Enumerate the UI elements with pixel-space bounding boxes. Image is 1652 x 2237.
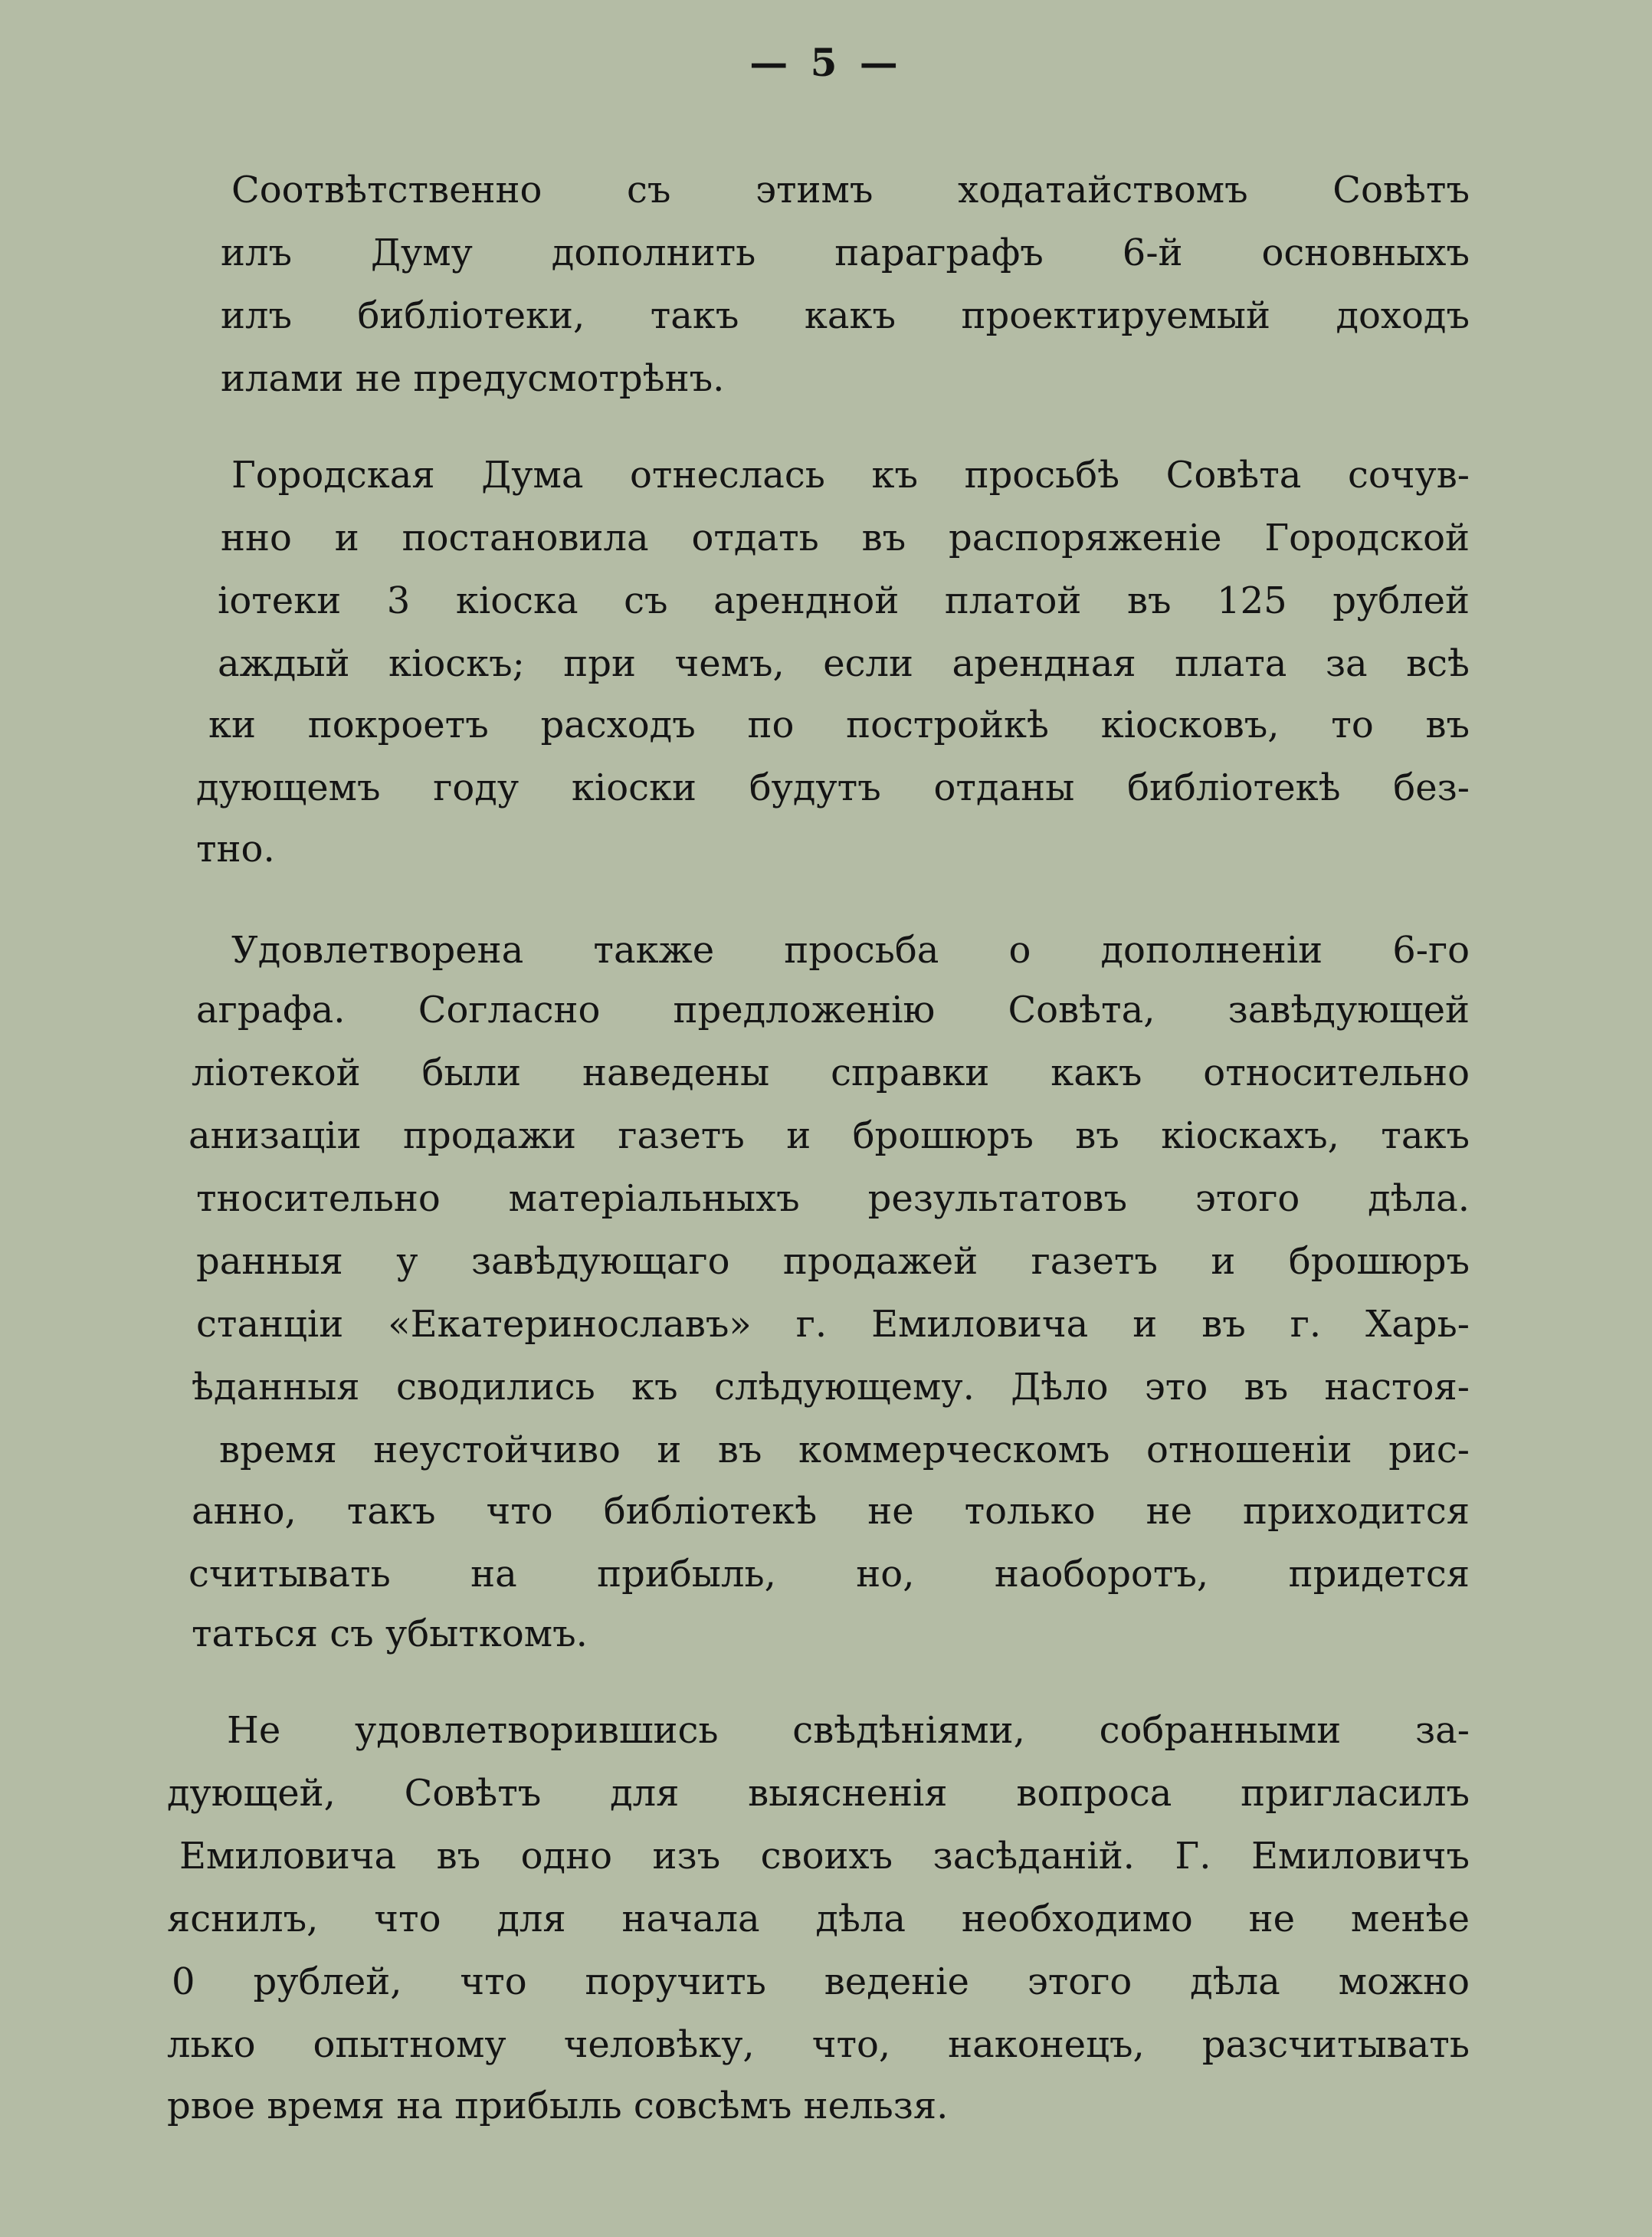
text-line: 0 рублей, что поручить веденіе этого дѣла можно	[172, 1960, 1470, 2003]
text-line: дующей, Совѣтъ для выясненія вопроса пригласилъ	[167, 1772, 1470, 1815]
text-line: яснилъ, что для начала дѣла необходимо не менѣе	[167, 1898, 1470, 1940]
text-line: Не удовлетворившись свѣдѣніями, собранными за-	[227, 1709, 1470, 1752]
text-line: считывать на прибыль, но, наоборотъ, придется	[188, 1553, 1470, 1596]
text-line: аждый кіоскъ; при чемъ, если арендная плата за всѣ	[218, 642, 1470, 685]
page-number: — 5 —	[749, 40, 903, 85]
text-line: аграфа. Согласно предложенію Совѣта, завѣдующей	[196, 989, 1470, 1032]
text-line: дующемъ году кіоски будутъ отданы библіотекѣ без-	[196, 766, 1470, 809]
text-line: время неустойчиво и въ коммерческомъ отношеніи рис-	[219, 1428, 1470, 1471]
text-line: анно, такъ что библіотекѣ не только не приходится	[192, 1490, 1470, 1533]
text-line: илъ библіотеки, такъ какъ проектируемый доходъ	[221, 294, 1470, 337]
text-line: тно.	[196, 828, 275, 871]
text-line: рвое время на прибыль совсѣмъ нельзя.	[167, 2084, 949, 2127]
text-line: ки покроетъ расходъ по постройкѣ кіосковъ, то въ	[208, 704, 1470, 746]
text-line: илъ Думу дополнить параграфъ 6-й основныхъ	[221, 231, 1470, 274]
text-line: Емиловича въ одно изъ своихъ засѣданій. Г. Емиловичъ	[179, 1835, 1470, 1878]
text-line: тносительно матеріальныхъ результатовъ этого дѣла.	[196, 1177, 1470, 1220]
text-line: ліотекой были наведены справки какъ относительно	[192, 1051, 1470, 1094]
text-line: илами не предусмотрѣнъ.	[221, 357, 725, 400]
text-line: станціи «Екатеринославъ» г. Емиловича и въ г. Харь-	[196, 1303, 1470, 1346]
text-line: Удовлетворена также просьба о дополненіи 6-го	[231, 929, 1470, 972]
text-line: ѣданныя сводились къ слѣдующему. Дѣло это въ настоя-	[192, 1366, 1470, 1409]
text-line: Городская Дума отнеслась къ просьбѣ Совѣта сочув-	[231, 454, 1470, 497]
text-line: Соотвѣтственно съ этимъ ходатайствомъ Совѣтъ	[231, 169, 1470, 212]
text-line: нно и постановила отдать въ распоряженіе Городской	[221, 517, 1470, 559]
text-line: таться съ убыткомъ.	[192, 1612, 588, 1655]
text-line: ранныя у завѣдующаго продажей газетъ и брошюръ	[196, 1240, 1470, 1283]
text-line: анизаціи продажи газетъ и брошюръ въ кіоскахъ, такъ	[188, 1114, 1470, 1157]
text-line: іотеки 3 кіоска съ арендной платой въ 125 рублей	[218, 579, 1470, 622]
text-line: лько опытному человѣку, что, наконецъ, разсчитывать	[167, 2023, 1470, 2066]
